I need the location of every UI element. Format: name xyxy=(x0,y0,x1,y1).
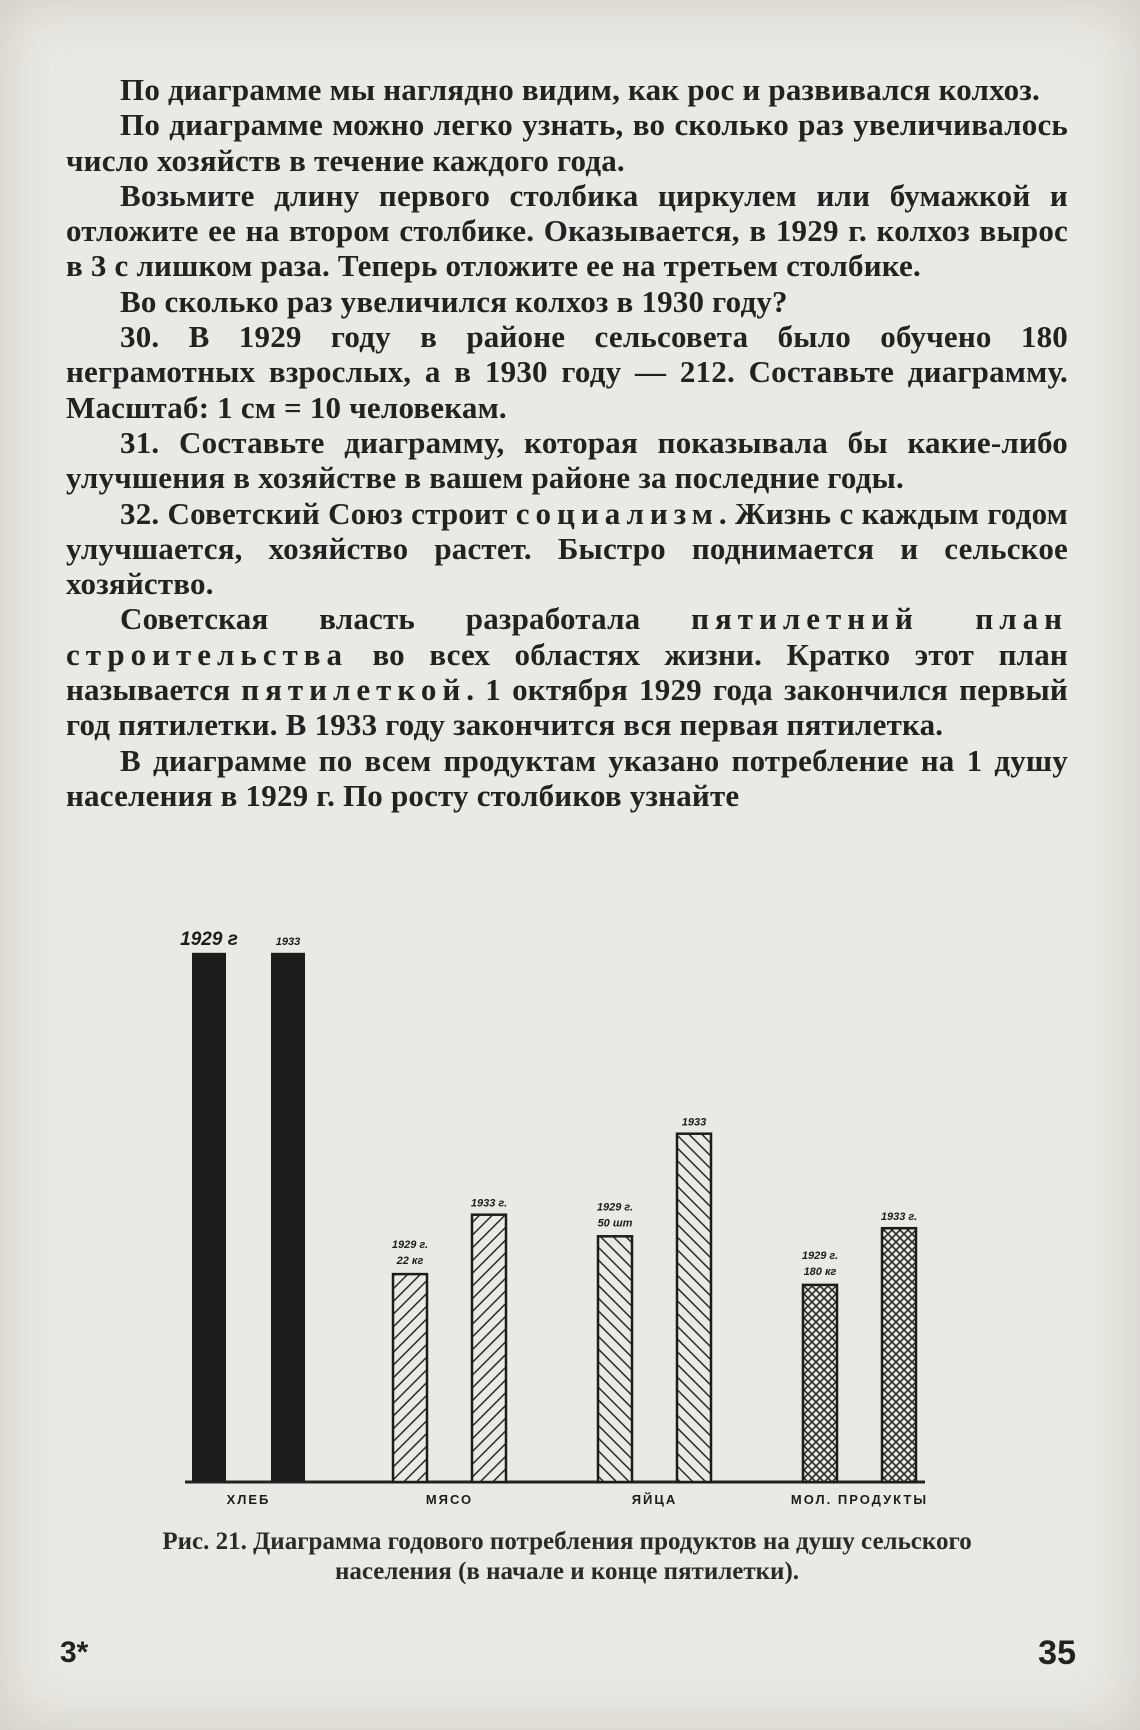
chart-svg xyxy=(0,930,1140,1530)
paragraph-7 xyxy=(66,496,1068,602)
bar-label-1-1929 xyxy=(392,1239,428,1267)
caption-line-1: Рис. 21. Диаграмма годового потребления продуктов на душу сельского xyxy=(162,1528,972,1555)
bar-1-1933 xyxy=(472,1215,506,1482)
bar-label-line: 1929 г. xyxy=(391,1239,429,1252)
p32-spaced: социализм xyxy=(515,495,719,531)
bar-label-0-1929: 1929 г xyxy=(180,930,238,950)
caption-line-2: населения (в начале и конце пятилетки). xyxy=(334,1558,800,1585)
bar-label-2-1933: 1933 xyxy=(681,1116,707,1129)
signature-mark: 3* xyxy=(60,1636,89,1669)
bar-0-1929 xyxy=(192,953,226,1482)
bar-0-1933 xyxy=(271,953,305,1482)
bar-label-line: 1929 г. xyxy=(801,1249,839,1262)
page-number: 35 xyxy=(1038,1634,1076,1672)
paragraph-9: В диаграмме по всем продуктам указано потребление на 1 душу населения в 1929 г. По росту столбиков узнайте xyxy=(66,742,1068,813)
bar-3-1929 xyxy=(803,1285,837,1482)
category-label-3: МОЛ. ПРОДУКТЫ xyxy=(790,1492,929,1507)
category-label-2: ЯЙЦА xyxy=(631,1492,678,1507)
p32-suffix: . Жизнь с каждым годом улучшается, хозяйство растет. Быстро поднимается и сельское хозяйство. xyxy=(66,495,1068,602)
p33-prefix: Советская власть разработала xyxy=(120,601,692,637)
category-label-1: МЯСО xyxy=(425,1492,474,1507)
bar-label-2-1929 xyxy=(597,1201,633,1229)
bar-1-1929 xyxy=(393,1274,427,1482)
paragraph-8 xyxy=(66,601,1068,742)
bar-label-0-1933: 1933 xyxy=(275,935,301,948)
figure-caption xyxy=(66,1527,1068,1587)
bar-2-1933 xyxy=(677,1134,711,1482)
paragraph-5: 30. В 1929 году в районе сельсовета было обучено 180 неграмотных взрослых, а в 1930 году — 212. Составьте диаграмму. Масштаб: 1 см = 10 человекам. xyxy=(66,319,1068,425)
paragraph-1: По диаграмме мы наглядно видим, как рос и развивался колхоз. xyxy=(120,72,1040,107)
bar-label-1-1933: 1933 г. xyxy=(470,1197,508,1210)
p33-spaced-2: пятилеткой xyxy=(241,672,467,708)
bar-label-line: 1929 г. xyxy=(596,1201,634,1214)
paragraph-6: 31. Составьте диаграмму, которая показывала бы какие-либо улучшения в хозяйстве в вашем районе за последние годы. xyxy=(66,424,1068,496)
consumption-chart xyxy=(0,930,1140,1530)
category-label-0: ХЛЕБ xyxy=(226,1492,271,1507)
p33-suffix: . 1 октября 1929 года закончился первый год пятилетки. В 1933 году закончится вся первая пятилетка. xyxy=(66,672,1068,743)
bars-layer xyxy=(192,953,916,1482)
bar-label-line: 180 кг xyxy=(803,1265,837,1278)
p33-mid: во всех областях жизни. Кратко этот план называется xyxy=(66,636,1068,708)
bar-3-1933 xyxy=(882,1228,916,1482)
paragraph-2: По диаграмме можно легко узнать, во сколько раз увеличивалось число хозяйств в течение каждого года. xyxy=(66,107,1068,178)
bar-label-3-1933: 1933 г. xyxy=(880,1211,918,1224)
body-text xyxy=(66,72,1068,813)
bar-label-3-1929 xyxy=(802,1250,838,1278)
paragraph-4: Во сколько раз увеличился колхоз в 1930 году? xyxy=(120,283,788,319)
bar-2-1929 xyxy=(598,1236,632,1482)
paragraph-3: Возьмите длину первого столбика циркулем или бумажкой и отложите ее на втором столбике. Оказывается, в 1929 г. колхоз вырос в 3 с лишком раза. Теперь отложите ее на третьем столбике. xyxy=(66,177,1068,284)
bar-label-line: 22 кг xyxy=(396,1255,424,1268)
p33-spaced-1: пятилетний план строительства xyxy=(66,601,1068,672)
bar-label-line: 50 шт xyxy=(597,1217,633,1230)
p32-prefix: 32. Советский Союз строит xyxy=(120,495,516,531)
